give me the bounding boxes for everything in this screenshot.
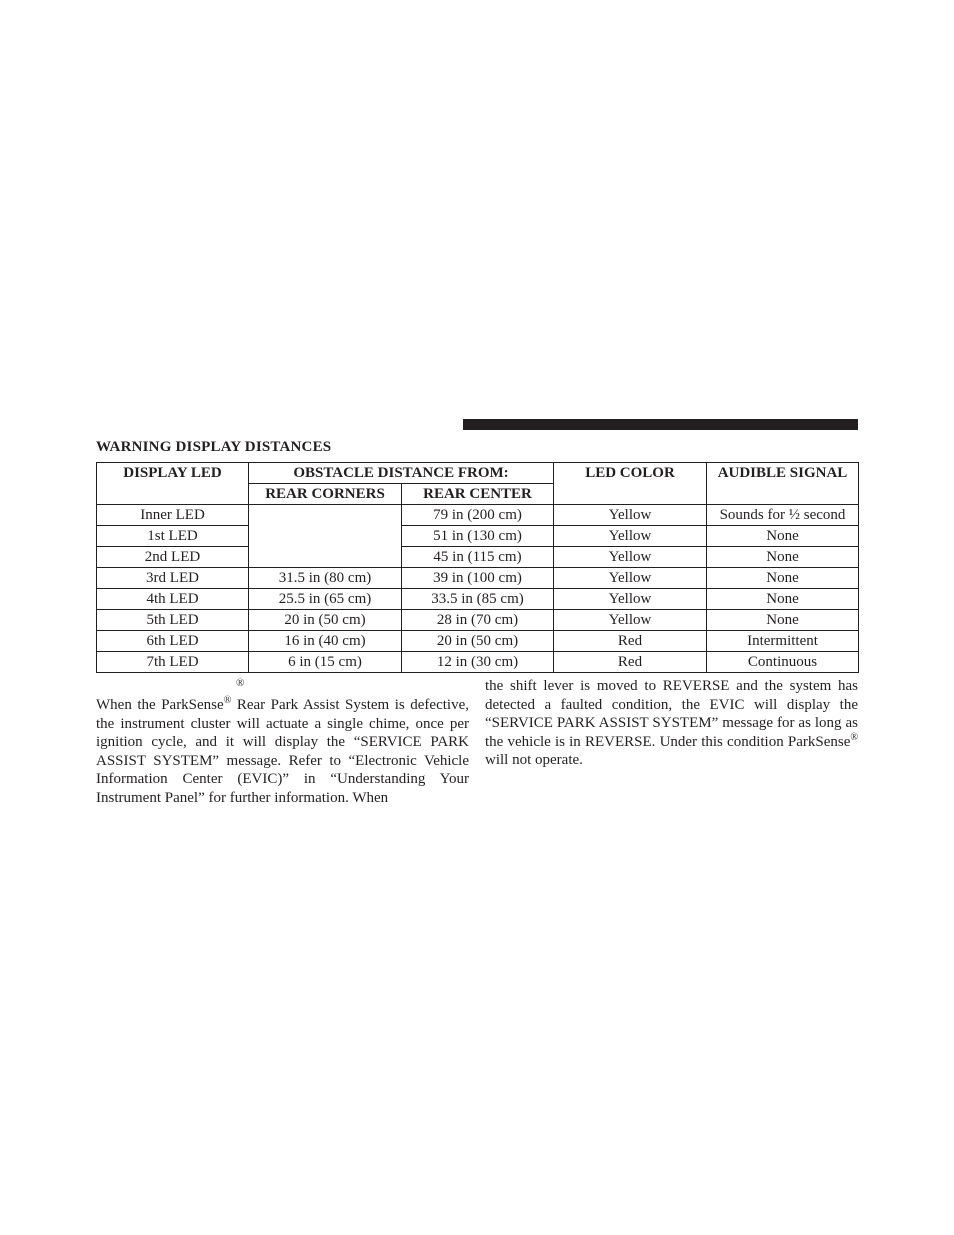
cell-led-color: Red <box>554 631 707 652</box>
section-header-bar <box>463 419 858 430</box>
table-row <box>97 652 859 673</box>
cell-rear-corners: 31.5 in (80 cm) <box>249 568 402 589</box>
cell-audible-signal: Sounds for ½ second <box>707 505 859 526</box>
table-row <box>97 589 859 610</box>
table-row <box>97 505 859 526</box>
header-obstacle-distance: OBSTACLE DISTANCE FROM: <box>249 463 554 484</box>
table-row <box>97 568 859 589</box>
cell-rear-center: 51 in (130 cm) <box>402 526 554 547</box>
cell-rear-corners-empty <box>249 505 402 568</box>
cell-audible-signal: None <box>707 568 859 589</box>
table-row <box>97 526 859 547</box>
body-text: the shift lever is moved to REVERSE and the system has detected a faulted condition, the EVIC will display the “SERVICE PARK ASSIST SYSTEM” message for as long as the vehicle is in REVERSE. Under this condition ParkSense <box>485 678 858 750</box>
section-title: WARNING DISPLAY DISTANCES <box>96 439 332 455</box>
cell-rear-center: 28 in (70 cm) <box>402 610 554 631</box>
cell-led-color: Yellow <box>554 589 707 610</box>
stray-registered-mark: ® <box>236 677 245 689</box>
cell-display-led: 3rd LED <box>97 568 249 589</box>
cell-audible-signal: Continuous <box>707 652 859 673</box>
cell-audible-signal: None <box>707 589 859 610</box>
header-rear-center: REAR CENTER <box>402 484 554 505</box>
body-paragraph-left <box>96 696 469 808</box>
registered-mark: ® <box>850 731 858 743</box>
cell-audible-signal: None <box>707 526 859 547</box>
cell-led-color: Red <box>554 652 707 673</box>
cell-rear-center: 33.5 in (85 cm) <box>402 589 554 610</box>
body-text: Rear Park Assist System is defective, the instrument cluster will actuate a single chime, once per ignition cycle, and it will display the “SERVICE PARK ASSIST SYSTEM” message. Refer to “Electronic Vehicle Information Center (EVIC)” in “Understanding Your Instrument Panel” for further information. When <box>96 697 469 806</box>
warning-distances-table <box>96 462 859 673</box>
cell-rear-center: 20 in (50 cm) <box>402 631 554 652</box>
cell-led-color: Yellow <box>554 526 707 547</box>
cell-rear-corners: 6 in (15 cm) <box>249 652 402 673</box>
cell-audible-signal: None <box>707 547 859 568</box>
cell-rear-center: 39 in (100 cm) <box>402 568 554 589</box>
table-row <box>97 547 859 568</box>
body-text: When the ParkSense <box>96 697 224 713</box>
cell-display-led: 7th LED <box>97 652 249 673</box>
cell-led-color: Yellow <box>554 547 707 568</box>
cell-display-led: Inner LED <box>97 505 249 526</box>
cell-led-color: Yellow <box>554 568 707 589</box>
cell-rear-center: 45 in (115 cm) <box>402 547 554 568</box>
cell-rear-corners: 20 in (50 cm) <box>249 610 402 631</box>
cell-display-led: 6th LED <box>97 631 249 652</box>
table-row <box>97 631 859 652</box>
table-row <box>97 610 859 631</box>
cell-rear-center: 12 in (30 cm) <box>402 652 554 673</box>
cell-led-color: Yellow <box>554 505 707 526</box>
header-led-color: LED COLOR <box>554 463 707 505</box>
registered-mark: ® <box>223 695 232 706</box>
body-paragraph-right <box>485 677 858 770</box>
header-display-led: DISPLAY LED <box>97 463 249 505</box>
cell-display-led: 5th LED <box>97 610 249 631</box>
body-text: will not operate. <box>485 752 583 769</box>
cell-led-color: Yellow <box>554 610 707 631</box>
cell-rear-center: 79 in (200 cm) <box>402 505 554 526</box>
cell-display-led: 4th LED <box>97 589 249 610</box>
cell-audible-signal: Intermittent <box>707 631 859 652</box>
header-rear-corners: REAR CORNERS <box>249 484 402 505</box>
cell-display-led: 2nd LED <box>97 547 249 568</box>
cell-rear-corners: 16 in (40 cm) <box>249 631 402 652</box>
header-audible-signal: AUDIBLE SIGNAL <box>707 463 859 505</box>
cell-audible-signal: None <box>707 610 859 631</box>
cell-display-led: 1st LED <box>97 526 249 547</box>
cell-rear-corners: 25.5 in (65 cm) <box>249 589 402 610</box>
